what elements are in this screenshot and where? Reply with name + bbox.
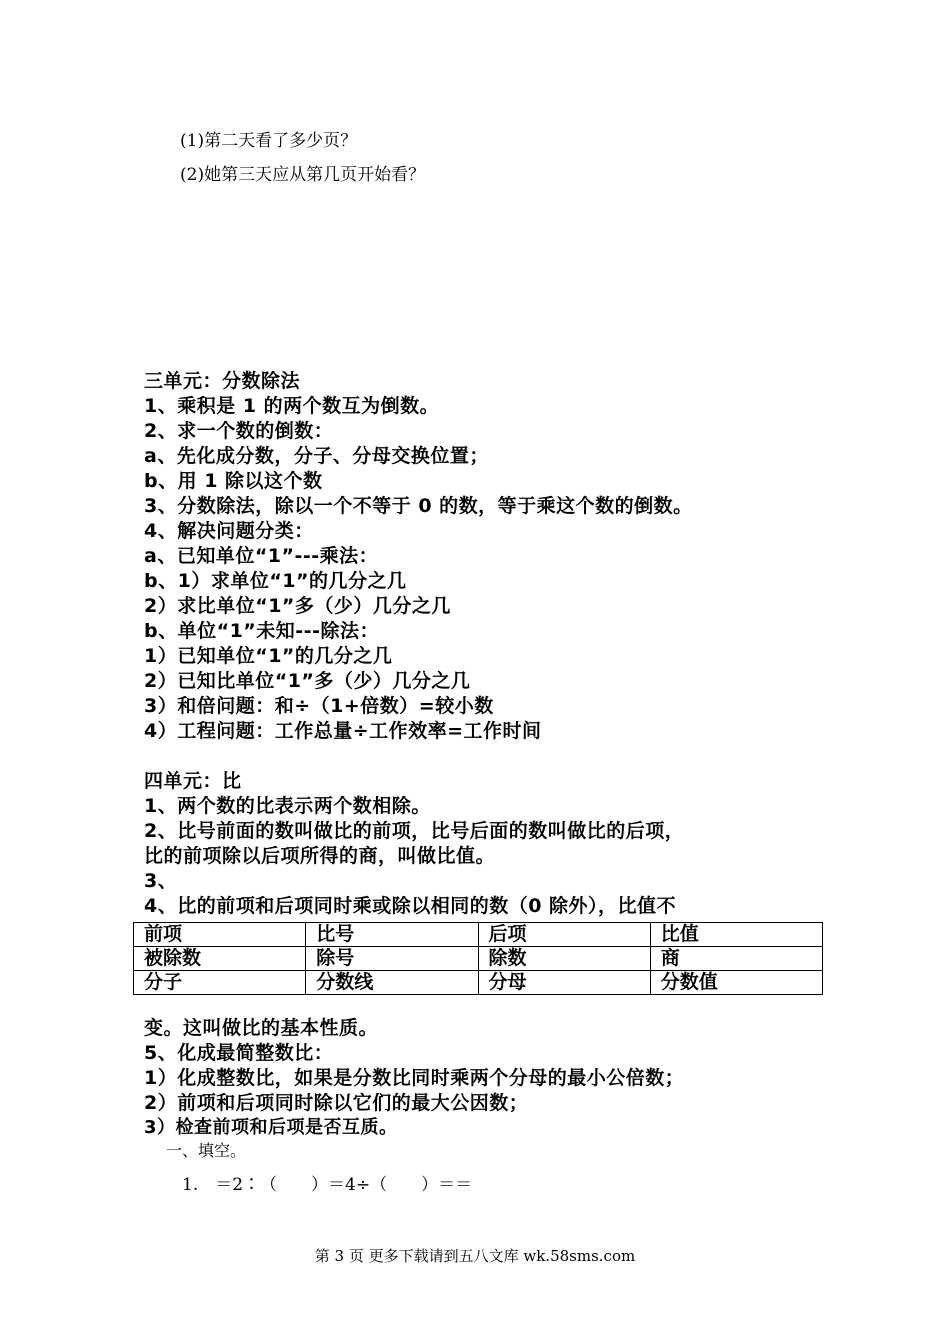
unit3-line: 4、解决问题分类： — [144, 520, 314, 542]
unit3-line: a、先化成分数，分子、分母交换位置； — [144, 445, 489, 467]
table-cell: 除数 — [478, 947, 650, 971]
unit4-line: 3、 — [144, 870, 178, 892]
table-cell: 分数值 — [650, 971, 822, 995]
unit3-line: 4）工程问题：工作总量÷工作效率=工作时间 — [144, 720, 542, 742]
question-1: (1)第二天看了多少页？ — [180, 131, 358, 151]
table-cell: 比号 — [306, 923, 478, 947]
unit3-line: 2、求一个数的倒数： — [144, 420, 334, 442]
table-cell: 分母 — [478, 971, 650, 995]
table-row — [134, 923, 823, 947]
unit3-line: 1、乘积是 1 的两个数互为倒数。 — [144, 395, 440, 417]
unit3-line: b、单位“1”未知---除法： — [144, 620, 379, 642]
unit4-line: 2）前项和后项同时除以它们的最大公因数； — [144, 1092, 529, 1114]
unit3-line: 3）和倍问题：和÷（1+倍数）=较小数 — [144, 695, 494, 717]
page-footer: 第 3 页 更多下载请到五八文库 wk.58sms.com — [314, 1247, 636, 1265]
unit3-line: 2）已知比单位“1”多（少）几分之几 — [144, 670, 471, 692]
unit4-title: 四单元：比 — [144, 770, 242, 792]
table-cell: 比值 — [650, 923, 822, 947]
unit3-line: 1）已知单位“1”的几分之几 — [144, 645, 393, 667]
table-row — [134, 947, 823, 971]
ratio-table — [133, 922, 823, 995]
unit4-line: 5、化成最简整数比： — [144, 1042, 334, 1064]
unit4-line: 3）检查前项和后项是否互质。 — [144, 1117, 398, 1138]
exercise-section-title: 一、填空。 — [166, 1141, 247, 1160]
unit4-line: 1）化成整数比，如果是分数比同时乘两个分母的最小公倍数； — [144, 1067, 685, 1089]
unit3-line: a、已知单位“1”---乘法： — [144, 545, 379, 567]
unit3-line: 2）求比单位“1”多（少）几分之几 — [144, 595, 451, 617]
unit3-line: 3、分数除法，除以一个不等于 0 的数，等于乘这个数的倒数。 — [144, 495, 693, 517]
table-row — [134, 971, 823, 995]
unit4-line: 1、两个数的比表示两个数相除。 — [144, 795, 431, 817]
table-cell: 分数线 — [306, 971, 478, 995]
unit4-line: 2、比号前面的数叫做比的前项，比号后面的数叫做比的后项， — [144, 820, 685, 842]
unit4-line: 比的前项除以后项所得的商，叫做比值。 — [144, 845, 496, 867]
unit4-line: 变。这叫做比的基本性质。 — [144, 1017, 379, 1039]
table-cell: 前项 — [134, 923, 306, 947]
table-cell: 后项 — [478, 923, 650, 947]
unit3-line: b、1）求单位“1”的几分之几 — [144, 570, 407, 592]
table-cell: 除号 — [306, 947, 478, 971]
unit4-line: 4、比的前项和后项同时乘或除以相同的数（0 除外），比值不 — [144, 895, 677, 917]
table-cell: 商 — [650, 947, 822, 971]
unit3-title: 三单元：分数除法 — [144, 370, 301, 392]
exercise-item-1: 1. ＝2∶（ ）＝4÷（ ）＝＝ — [182, 1175, 473, 1195]
table-cell: 被除数 — [134, 947, 306, 971]
table-cell: 分子 — [134, 971, 306, 995]
unit3-line: b、用 1 除以这个数 — [144, 470, 323, 492]
question-2: (2)她第三天应从第几页开始看？ — [180, 165, 426, 185]
